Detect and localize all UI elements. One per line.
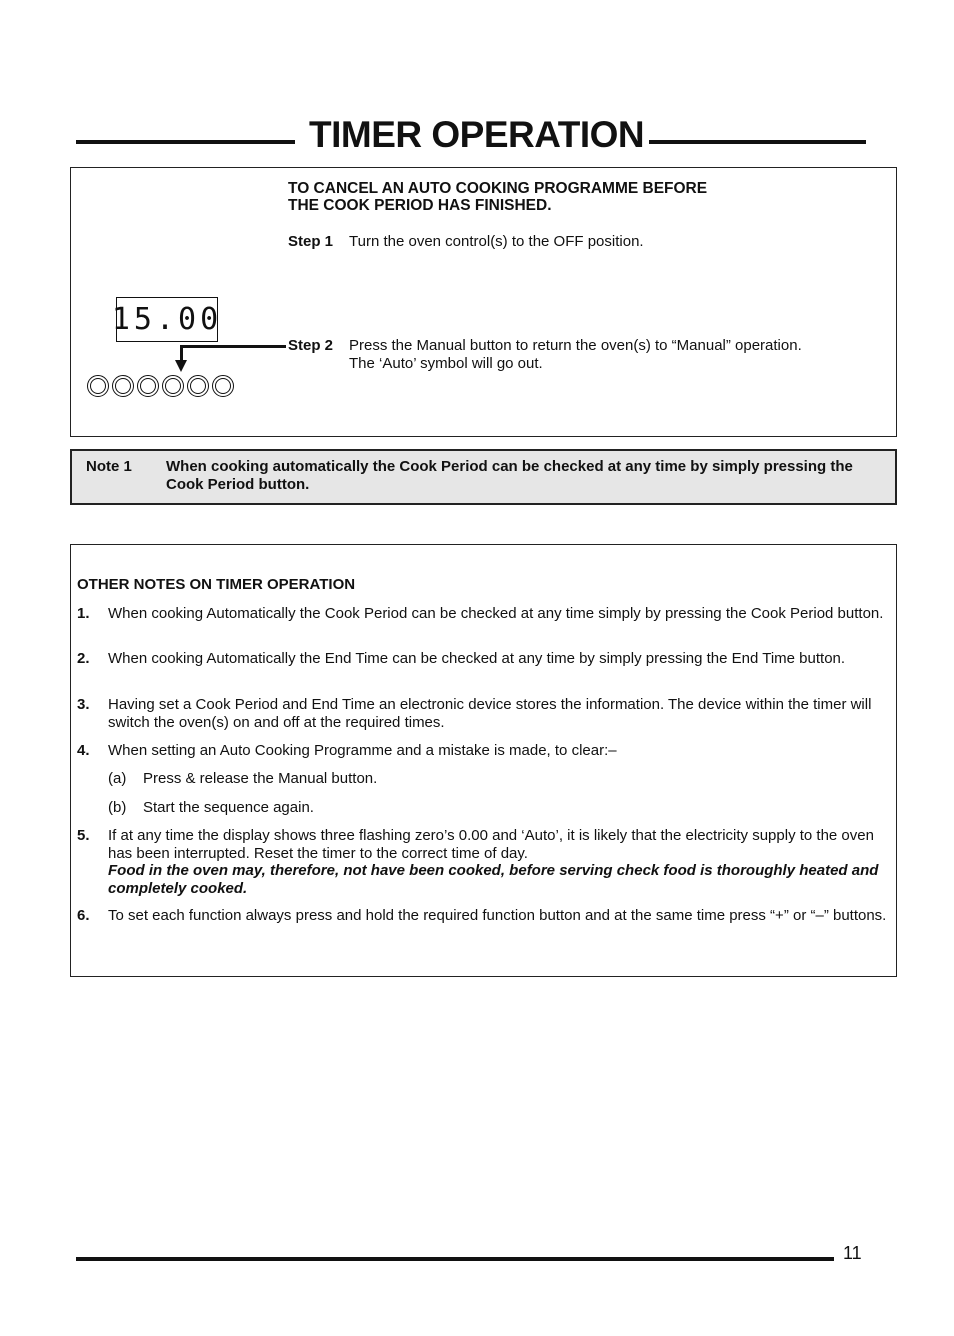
connector-line-horizontal xyxy=(180,345,286,348)
list-number: 5. xyxy=(77,827,90,844)
page-title: TIMER OPERATION xyxy=(309,114,645,155)
warning-text: Food in the oven may, therefore, not have been cooked, before serving check food is thoroughly heated and completely cooked. xyxy=(108,862,879,897)
timer-buttons-row xyxy=(87,375,234,397)
other-notes-heading: OTHER NOTES ON TIMER OPERATION xyxy=(77,576,356,593)
page-number: 11 xyxy=(843,1243,862,1263)
step-label: Step 2 xyxy=(288,337,334,354)
arrow-down-icon xyxy=(175,360,187,372)
step-text: Turn the oven control(s) to the OFF position. xyxy=(349,233,644,250)
note-text: When cooking automatically the Cook Period can be checked at any time by simply pressing the Cook Period button. xyxy=(166,458,853,493)
timer-button xyxy=(87,375,109,397)
note-label: Note 1 xyxy=(86,458,132,475)
sub-item-letter: (a) xyxy=(108,770,127,787)
timer-button xyxy=(162,375,184,397)
step-label: Step 1 xyxy=(288,233,334,250)
cancel-heading: TO CANCEL AN AUTO COOKING PROGRAMME BEFORE THE COOK PERIOD HAS FINISHED. xyxy=(288,180,708,214)
list-number: 3. xyxy=(77,696,90,713)
list-text: If at any time the display shows three flashing zero’s 0.00 and ‘Auto’, it is likely that the electricity supply to the oven has been interrupted. Reset the timer to the correct time of day. xyxy=(108,827,874,862)
timer-button xyxy=(112,375,134,397)
list-text: When cooking Automatically the Cook Period can be checked at any time simply by pressing the Cook Period button. xyxy=(108,605,884,622)
list-number: 1. xyxy=(77,605,90,622)
list-number: 6. xyxy=(77,907,90,924)
timer-display: 15.00 xyxy=(116,297,218,342)
title-rule-left xyxy=(76,140,295,144)
title-rule-right xyxy=(649,140,866,144)
list-number: 4. xyxy=(77,742,90,759)
sub-item-text: Start the sequence again. xyxy=(143,799,314,816)
timer-button xyxy=(137,375,159,397)
cancel-programme-box xyxy=(70,167,897,437)
list-body xyxy=(108,827,888,897)
step-text: Press the Manual button to return the oven(s) to “Manual” operation. The ‘Auto’ symbol will go out. xyxy=(349,337,802,372)
timer-button xyxy=(187,375,209,397)
connector-line-vertical xyxy=(180,345,183,361)
bottom-rule xyxy=(76,1257,834,1261)
timer-button xyxy=(212,375,234,397)
sub-item-text: Press & release the Manual button. xyxy=(143,770,378,787)
list-text: To set each function always press and hold the required function button and at the same time press “+” or “–” buttons. xyxy=(108,907,887,924)
list-text: Having set a Cook Period and End Time an electronic device stores the information. The device within the timer will switch the oven(s) on and off at the required times. xyxy=(108,696,872,731)
list-number: 2. xyxy=(77,650,90,667)
other-notes-box xyxy=(70,544,897,977)
list-text: When setting an Auto Cooking Programme and a mistake is made, to clear:– xyxy=(108,742,617,759)
note-box xyxy=(70,449,897,505)
sub-item-letter: (b) xyxy=(108,799,127,816)
list-text: When cooking Automatically the End Time can be checked at any time by simply pressing the End Time button. xyxy=(108,650,846,667)
title-row xyxy=(76,112,866,158)
